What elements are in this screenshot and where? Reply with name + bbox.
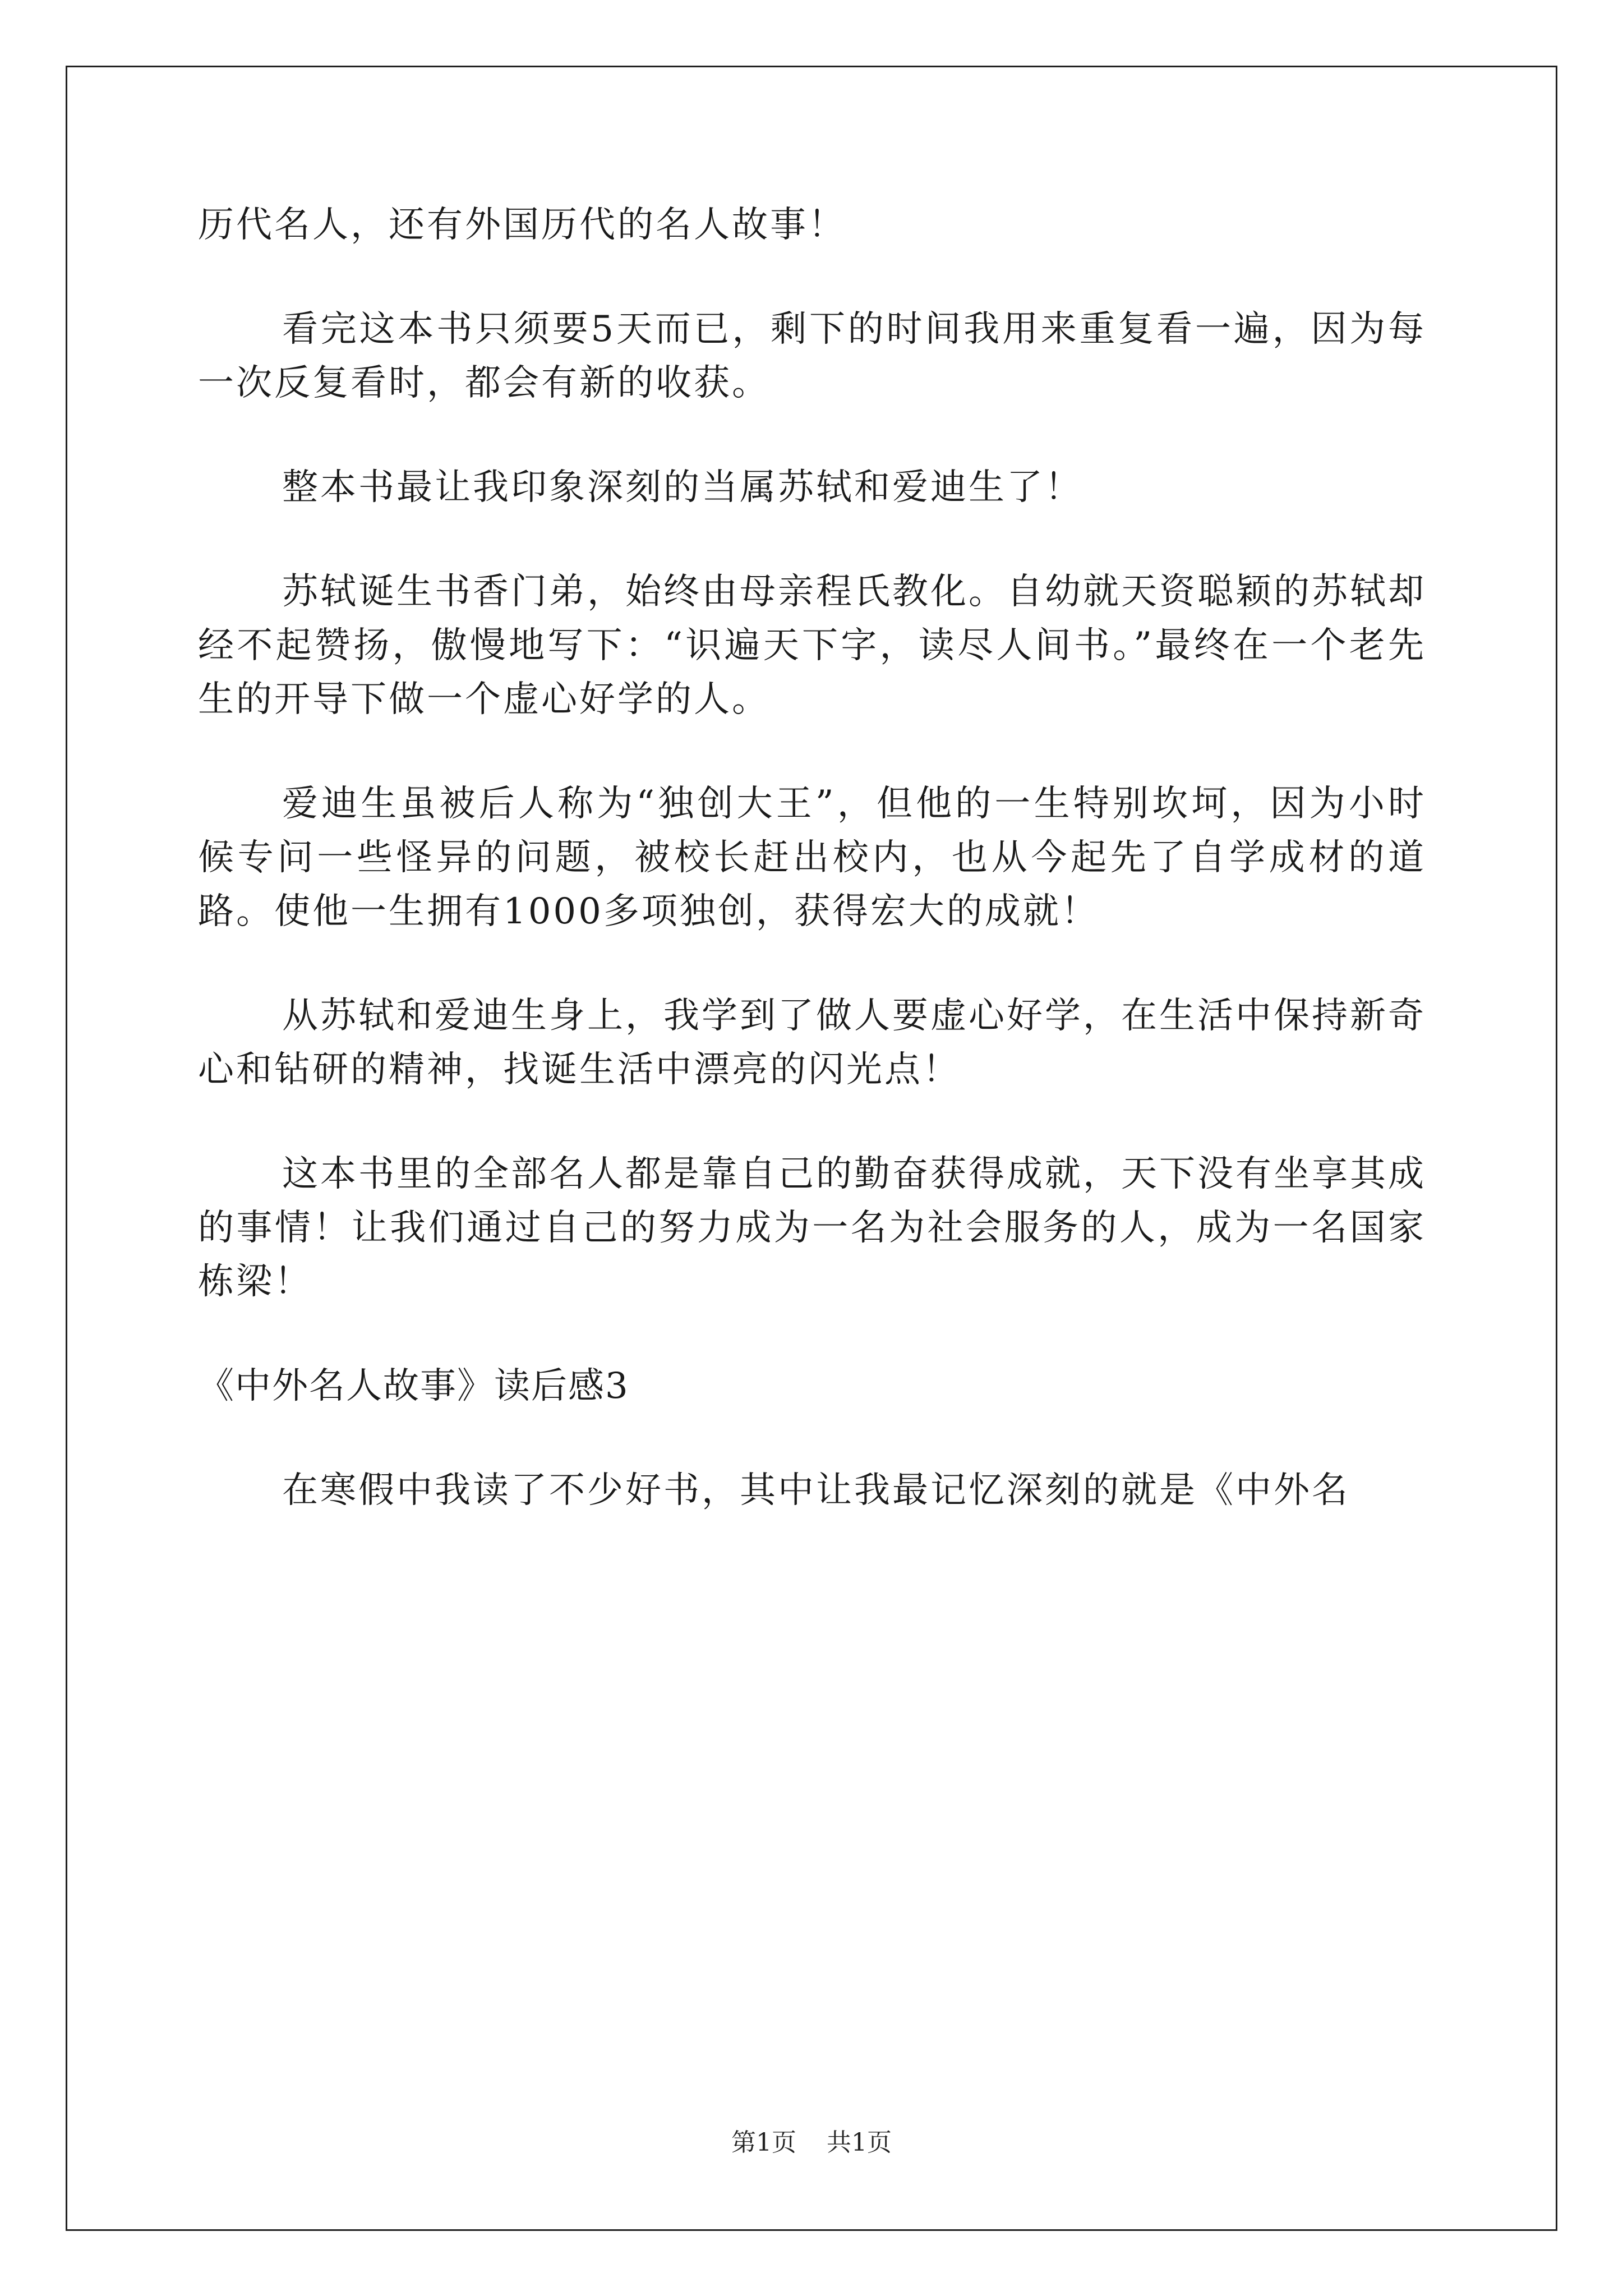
paragraph-2: 看完这本书只须要5天而已，剩下的时间我用来重复看一遍，因为每一次反复看时，都会有新的收获。	[198, 309, 1426, 404]
paragraph-5: 爱迪生虽被后人称为“独创大王”，但他的一生特别坎坷，因为小时候专问一些怪异的问题，被校长赶出校内，也从今起先了自学成材的道路。使他一生拥有1000多项独创，获得宏大的成就！	[198, 783, 1426, 932]
page-total: 共1页	[827, 2128, 892, 2157]
paragraph-4: 苏轼诞生书香门弟，始终由母亲程氏教化。自幼就天资聪颖的苏轼却经不起赞扬，傲慢地写下：“识遍天下字，读尽人间书。”最终在一个老先生的开导下做一个虚心好学的人。	[198, 571, 1426, 720]
paragraph-8: 在寒假中我读了不少好书，其中让我最记忆深刻的就是《中外名	[282, 1470, 1350, 1511]
document-body	[198, 198, 1426, 1568]
paragraph-3: 整本书最让我印象深刻的当属苏轼和爱迪生了！	[282, 467, 1083, 508]
page-footer	[0, 2126, 1623, 2160]
paragraph-6: 从苏轼和爱迪生身上，我学到了做人要虚心好学，在生活中保持新奇心和钻研的精神，找诞生活中漂亮的闪光点！	[198, 995, 1426, 1091]
page-number: 第1页	[731, 2128, 796, 2157]
paragraph-7: 这本书里的全部名人都是靠自己的勤奋获得成就，天下没有坐享其成的事情！让我们通过自己的努力成为一名为社会服务的人，成为一名国家栋梁！	[198, 1153, 1426, 1303]
paragraph-1: 历代名人，还有外国历代的名人故事！	[198, 204, 846, 246]
section-heading: 《中外名人故事》读后感3	[198, 1365, 629, 1407]
